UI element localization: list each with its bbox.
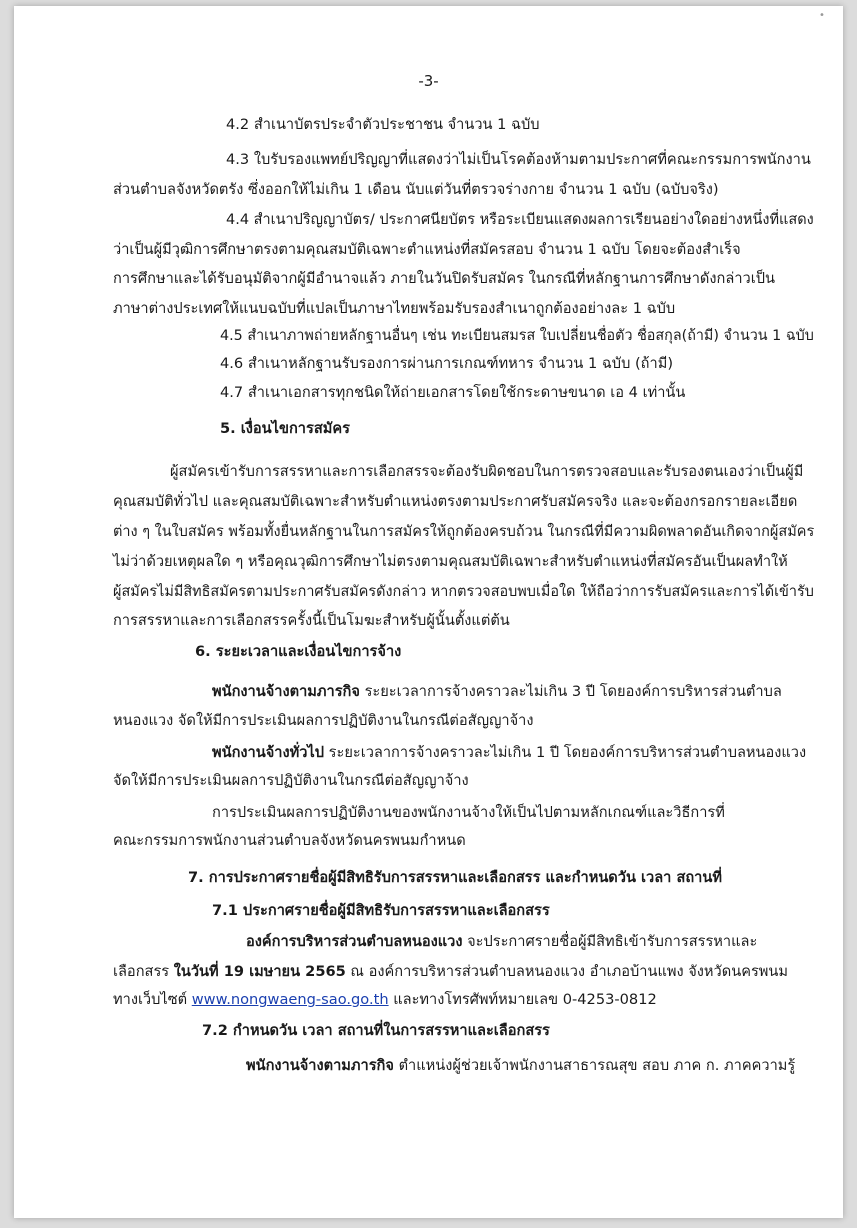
section-5-line1: ผู้สมัครเข้ารับการสรรหาและการเลือกสรรจะต้องรับผิดชอบในการตรวจสอบและรับรองตนเองว่าเป็นผู้มี xyxy=(170,463,804,480)
document-page xyxy=(14,6,843,1218)
section-5-line6: การสรรหาและการเลือกสรรครั้งนี้เป็นโมฆะสำหรับผู้นั้นตั้งแต่ต้น xyxy=(113,612,510,629)
org-name: องค์การบริหารส่วนตำบลหนองแวง xyxy=(246,933,463,950)
item-4-6: 4.6 สำเนาหลักฐานรับรองการผ่านการเกณฑ์ทหาร จำนวน 1 ฉบับ (ถ้ามี) xyxy=(220,355,674,372)
section-7-1-heading: 7.1 ประกาศรายชื่อผู้มีสิทธิรับการสรรหาและเลือกสรร xyxy=(212,902,550,919)
section-7-1-text2b: ณ องค์การบริหารส่วนตำบลหนองแวง อำเภอบ้านแพง จังหวัดนครพนม xyxy=(345,963,789,980)
section-7-2-heading: 7.2 กำหนดวัน เวลา สถานที่ในการสรรหาและเลือกสรร xyxy=(202,1022,550,1039)
section-6a-line1 xyxy=(212,682,782,702)
general-employee-label: พนักงานจ้างทั่วไป xyxy=(212,744,325,761)
section-5-heading: 5. เงื่อนไขการสมัคร xyxy=(220,420,350,437)
section-7-2-line1 xyxy=(246,1056,795,1076)
section-6b-text: ระยะเวลาการจ้างคราวละไม่เกิน 1 ปี โดยองค์การบริหารส่วนตำบลหนองแวง xyxy=(324,744,807,761)
item-4-4-line4: ภาษาต่างประเทศให้แนบฉบับที่แปลเป็นภาษาไทยพร้อมรับรองสำเนาถูกต้องอย่างละ 1 ฉบับ xyxy=(113,300,676,317)
section-6a-line2: หนองแวง จัดให้มีการประเมินผลการปฏิบัติงานในกรณีต่อสัญญาจ้าง xyxy=(113,712,534,729)
section-5-line5: ผู้สมัครไม่มีสิทธิสมัครตามประกาศรับสมัครดังกล่าว หากตรวจสอบพบเมื่อใด ให้ถือว่าการรับสมัครและการได้เข้ารับ xyxy=(113,583,814,600)
announce-date: ในวันที่ 19 เมษายน 2565 xyxy=(173,963,346,980)
section-5-line3: ต่าง ๆ ในใบสมัคร พร้อมทั้งยื่นหลักฐานในการสมัครให้ถูกต้องครบถ้วน ในกรณีที่มีความผิดพลาดอันเกิดจากผู้สมัคร xyxy=(113,523,815,540)
section-6c-line2: คณะกรรมการพนักงานส่วนตำบลจังหวัดนครพนมกำหนด xyxy=(113,832,466,849)
mission-employee-label: พนักงานจ้างตามภารกิจ xyxy=(212,683,360,700)
item-4-3-line1: 4.3 ใบรับรองแพทย์ปริญญาที่แสดงว่าไม่เป็นโรคต้องห้ามตามประกาศที่คณะกรรมการพนักงาน xyxy=(226,151,811,168)
section-7-1-text2a: เลือกสรร xyxy=(113,963,174,980)
item-4-3-line2: ส่วนตำบลจังหวัดตรัง ซึ่งออกให้ไม่เกิน 1 เดือน นับแต่วันที่ตรวจร่างกาย จำนวน 1 ฉบับ (ฉบับจริง) xyxy=(113,181,719,198)
item-4-5: 4.5 สำเนาภาพถ่ายหลักฐานอื่นๆ เช่น ทะเบียนสมรส ใบเปลี่ยนชื่อตัว ชื่อสกุล(ถ้ามี) จำนวน 1 ฉบับ xyxy=(220,327,814,344)
section-6c-line1: การประเมินผลการปฏิบัติงานของพนักงานจ้างให้เป็นไปตามหลักเกณฑ์และวิธีการที่ xyxy=(212,804,725,821)
section-6b-line1 xyxy=(212,743,806,763)
section-5-line2: คุณสมบัติทั่วไป และคุณสมบัติเฉพาะสำหรับตำแหน่งตรงตามประกาศรับสมัครจริง และจะต้องกรอกรายละเอียด xyxy=(113,493,798,510)
item-4-4-line2: ว่าเป็นผู้มีวุฒิการศึกษาตรงตามคุณสมบัติเฉพาะตำแหน่งที่สมัครสอบ จำนวน 1 ฉบับ โดยจะต้องสำเร็จ xyxy=(113,241,741,258)
section-6a-text: ระยะเวลาการจ้างคราวละไม่เกิน 3 ปี โดยองค์การบริหารส่วนตำบล xyxy=(359,683,782,700)
item-4-4-line3: การศึกษาและได้รับอนุมัติจากผู้มีอำนาจแล้ว ภายในวันปิดรับสมัคร ในกรณีที่หลักฐานการศึกษาดังกล่าวเป็น xyxy=(113,270,775,287)
section-7-2-text: ตำแหน่งผู้ช่วยเจ้าพนักงานสาธารณสุข สอบ ภาค ก. ภาคความรู้ xyxy=(393,1057,796,1074)
section-7-heading: 7. การประกาศรายชื่อผู้มีสิทธิรับการสรรหาและเลือกสรร และกำหนดวัน เวลา สถานที่ xyxy=(188,869,722,886)
section-7-1-text3b: และทางโทรศัพท์หมายเลข 0-4253-0812 xyxy=(388,991,657,1008)
section-7-1-line2 xyxy=(113,962,788,982)
section-7-1-line1 xyxy=(246,932,757,952)
section-6b-line2: จัดให้มีการประเมินผลการปฏิบัติงานในกรณีต่อสัญญาจ้าง xyxy=(113,772,469,789)
item-4-2: 4.2 สำเนาบัตรประจำตัวประชาชน จำนวน 1 ฉบับ xyxy=(226,116,540,133)
mission-employee-label-2: พนักงานจ้างตามภารกิจ xyxy=(246,1057,394,1074)
website-link[interactable]: www.nongwaeng-sao.go.th xyxy=(191,991,389,1008)
item-4-4-line1: 4.4 สำเนาปริญญาบัตร/ ประกาศนียบัตร หรือระเบียนแสดงผลการเรียนอย่างใดอย่างหนึ่งที่แสดง xyxy=(226,211,814,228)
page-number: -3- xyxy=(418,72,439,90)
section-7-1-text1: จะประกาศรายชื่อผู้มีสิทธิเข้ารับการสรรหาและ xyxy=(462,933,758,950)
section-5-line4: ไม่ว่าด้วยเหตุผลใด ๆ หรือคุณวุฒิการศึกษาไม่ตรงตามคุณสมบัติเฉพาะสำหรับตำแหน่งที่สมัครอันเป็นผลทำให้ xyxy=(113,553,788,570)
section-7-1-text3a: ทางเว็บไซต์ xyxy=(113,991,192,1008)
item-4-7: 4.7 สำเนาเอกสารทุกชนิดให้ถ่ายเอกสารโดยใช้กระดาษขนาด เอ 4 เท่านั้น xyxy=(220,384,686,401)
corner-mark: • xyxy=(819,10,825,21)
section-6-heading: 6. ระยะเวลาและเงื่อนไขการจ้าง xyxy=(195,643,402,660)
section-7-1-line3 xyxy=(113,990,657,1010)
